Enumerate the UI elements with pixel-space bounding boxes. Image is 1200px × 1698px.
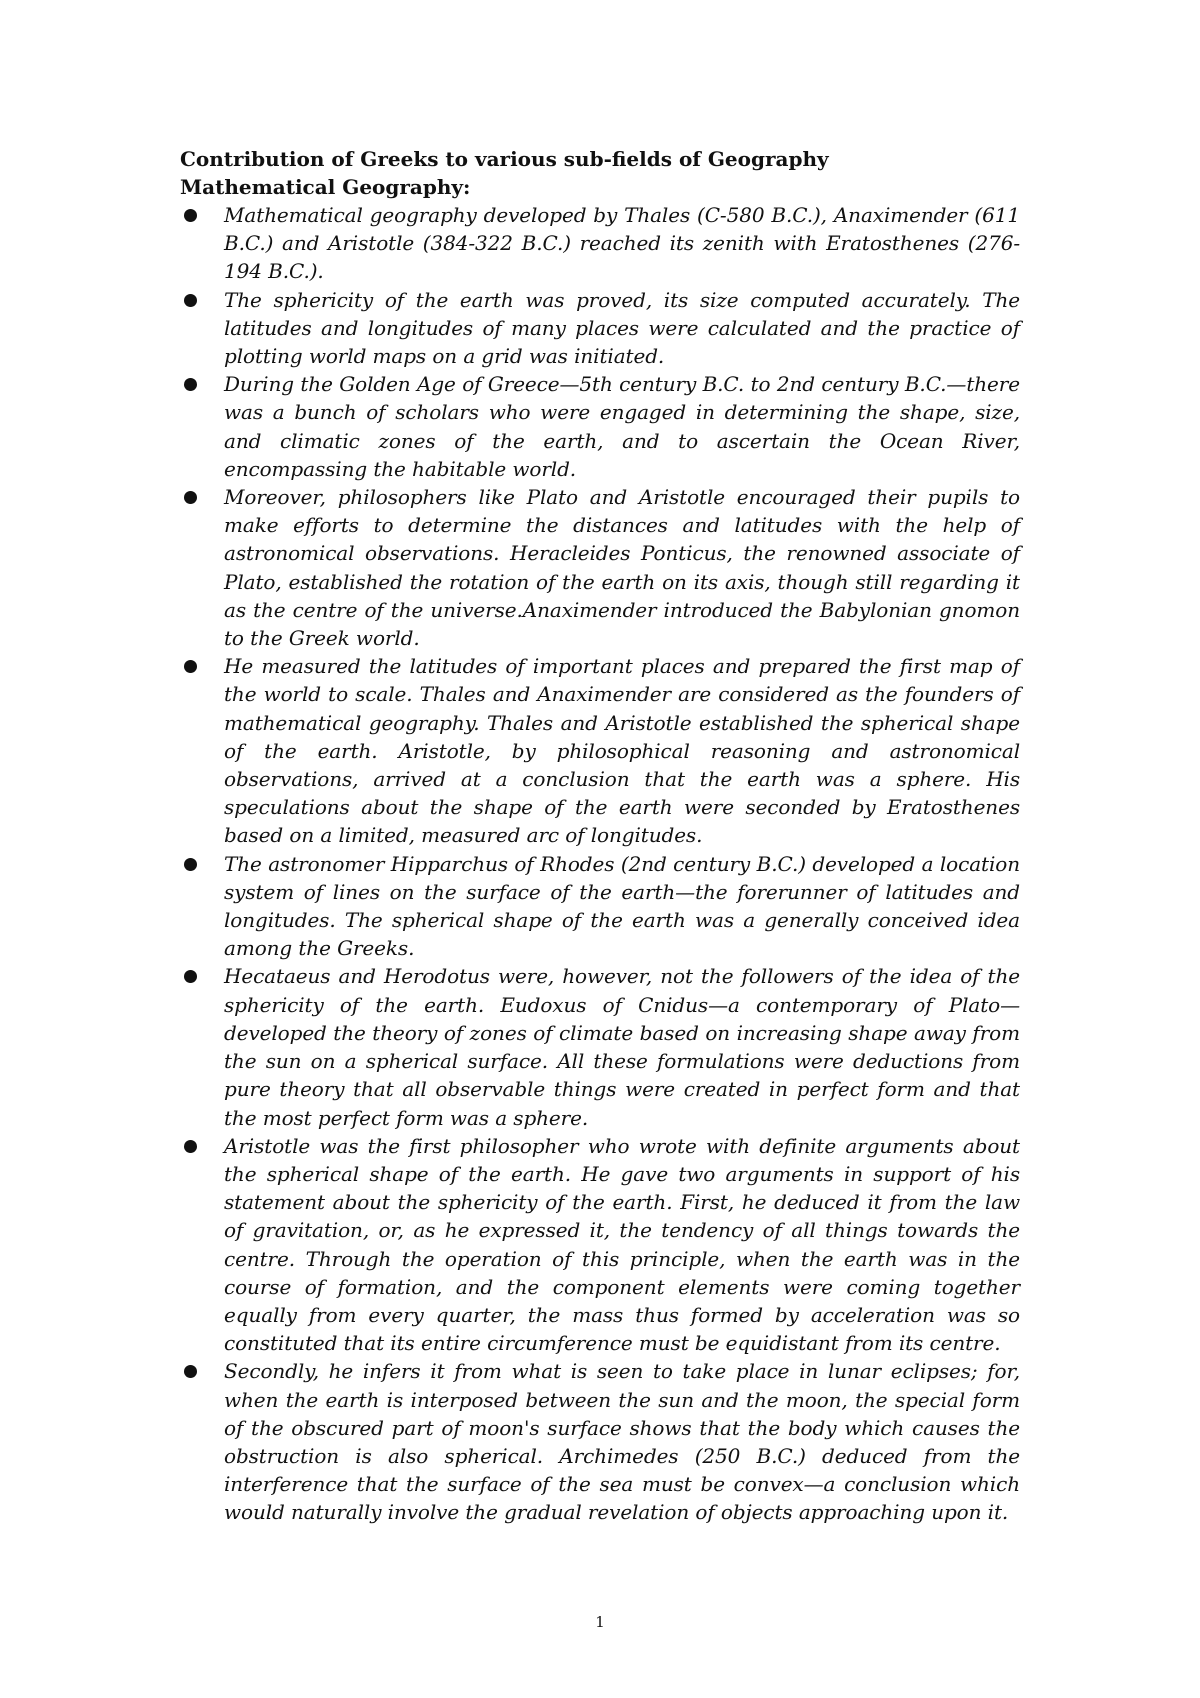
list-item-text: He measured the latitudes of important places and prepared the first map of the world to scale. Thales and Anaximender are considered as the founders of mathematical geography. Thales and Aristotle established the spherical shape of the earth. Aristotle, by philosophical reasoning and astronomical observations, arrived at a conclusion that the earth was a sphere. His speculations about the shape of the earth were seconded by Eratosthenes based on a limited, measured arc of longitudes. [224, 654, 1020, 848]
bullet-icon [184, 1365, 197, 1378]
list-item-text: Moreover, philosophers like Plato and Aristotle encouraged their pupils to make efforts to determine the distances and latitudes with the help of astronomical observations. Heracleides Ponticus, the renowned associate of Plato, established the rotation of the earth on its axis, though still regarding it as the centre of the universe.Anaximender introduced the Babylonian gnomon to the Greek world. [224, 485, 1020, 651]
list-item [180, 201, 1020, 286]
list-item [180, 850, 1020, 963]
bullet-icon [184, 970, 197, 983]
list-item-text: During the Golden Age of Greece—5th century B.C. to 2nd century B.C.—there was a bunch of scholars who were engaged in determining the shape, size, and climatic zones of the earth, and to ascertain the Ocean River, encompassing the habitable world. [224, 372, 1020, 481]
list-item-text: The sphericity of the earth was proved, its size computed accurately. The latitudes and longitudes of many places were calculated and the practice of plotting world maps on a grid was initiated. [224, 287, 1020, 369]
list-item-text: Hecataeus and Herodotus were, however, not the followers of the idea of the sphericity of the earth. Eudoxus of Cnidus—a contemporary of Plato—developed the theory of zones of climate based on increasing shape away from the sun on a spherical surface. All these formulations were deductions from pure theory that all observable things were created in perfect form and that the most perfect form was a sphere. [224, 964, 1020, 1130]
document-body [180, 145, 1020, 1527]
bullet-icon [184, 660, 197, 673]
list-item [180, 483, 1020, 652]
page-number: 1 [595, 1613, 605, 1631]
document-title: Contribution of Greeks to various sub-fields of Geography [180, 147, 829, 171]
section-heading: Mathematical Geography: [180, 175, 471, 199]
list-item-text: Secondly, he infers it from what is seen to take place in lunar eclipses; for, when the earth is interposed between the sun and the moon, the special form of the obscured part of moon's surface shows that the body which causes the obstruction is also spherical. Archimedes (250 B.C.) deduced from the interference that the surface of the sea must be convex—a conclusion which would naturally involve the gradual revelation of objects approaching upon it. [224, 1359, 1020, 1525]
list-item-text: Aristotle was the first philosopher who wrote with definite arguments about the spherical shape of the earth. He gave two arguments in support of his statement about the sphericity of the earth. First, he deduced it from the law of gravitation, or, as he expressed it, the tendency of all things towards the centre. Through the operation of this principle, when the earth was in the course of formation, and the component elements were coming together equally from every quarter, the mass thus formed by acceleration was so constituted that its entire circumference must be equidistant from its centre. [224, 1133, 1020, 1356]
list-item [180, 1357, 1020, 1526]
list-item [180, 1132, 1020, 1358]
list-item [180, 962, 1020, 1131]
list-item-text: The astronomer Hipparchus of Rhodes (2nd century B.C.) developed a location system of lines on the surface of the earth—the forerunner of latitudes and longitudes. The spherical shape of the earth was a generally conceived idea among the Greeks. [224, 851, 1020, 961]
bullet-icon [184, 378, 197, 391]
bullet-list [180, 201, 1020, 1527]
bullet-icon [184, 294, 197, 307]
list-item [180, 652, 1020, 849]
list-item [180, 370, 1020, 483]
bullet-icon [184, 1140, 197, 1153]
bullet-icon [184, 209, 197, 222]
bullet-icon [184, 491, 197, 504]
bullet-icon [184, 858, 197, 871]
list-item [180, 286, 1020, 371]
list-item-text: Mathematical geography developed by Thales (C-580 B.C.), Anaximender (611 B.C.) and Aristotle (384-322 B.C.) reached its zenith with Eratosthenes (276-194 B.C.). [224, 203, 1020, 284]
